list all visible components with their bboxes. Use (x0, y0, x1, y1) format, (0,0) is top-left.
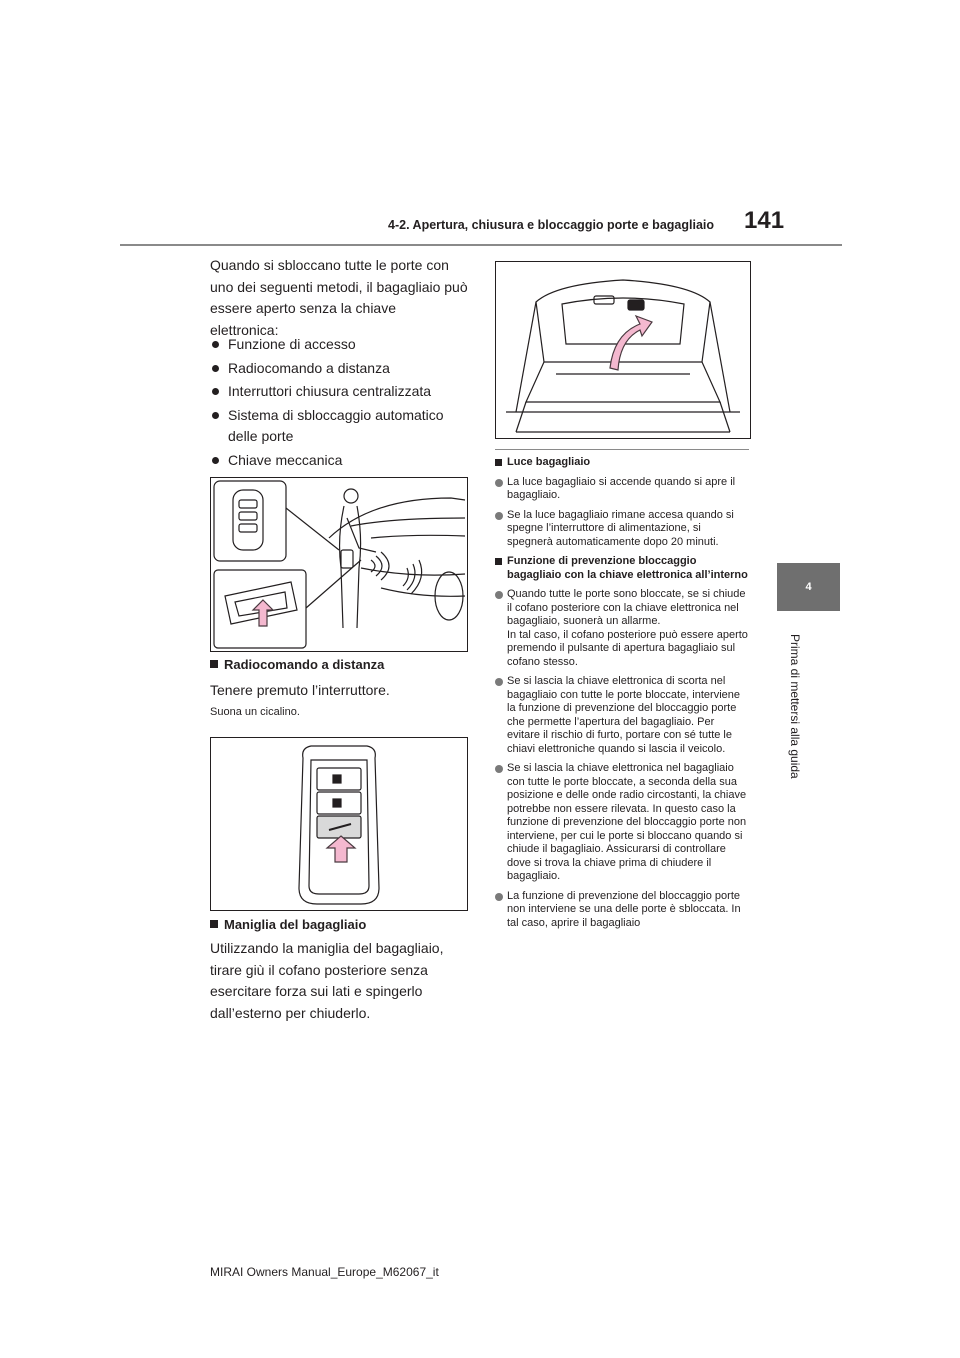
lock-prevention-heading: Funzione di prevenzione bloccaggio bagagliaio con la chiave elettronica all’interno (495, 555, 749, 582)
up-arrow-icon (327, 836, 355, 862)
list-item: Funzione di accesso (210, 334, 468, 356)
section-title: 4-2. Apertura, chiusura e bloccaggio porte e bagagliaio (388, 218, 715, 232)
list-item: Se si lascia la chiave elettronica di scorta nel bagagliaio con tutte le porte bloccate, interviene la funzione di prevenzione del bloccaggio porte che permette l’apertura del bagagliaio. Per evitare il rischio di furto, portare con sé tutte le chiavi elettroniche quando si lascia il veicolo. (495, 675, 749, 756)
unlock-methods-list (210, 334, 468, 473)
list-item: Quando tutte le porte sono bloccate, se si chiude il cofano posteriore con la chiave elettronica nel bagagliaio, suonerà un allarme. In tal caso, il cofano posteriore può essere aperto premendo il pulsante di apertura bagagliaio sul cofano stesso. (495, 588, 749, 669)
radio-remote-text: Tenere premuto l’interruttore. (210, 682, 390, 698)
list-item: Chiave meccanica (210, 450, 468, 472)
radio-remote-heading-label: Radiocomando a distanza (224, 657, 385, 672)
list-item: Se si lascia la chiave elettronica nel bagagliaio con tutte le porte bloccate, a seconda della sua posizione e delle onde radio circostanti, la chiave potrebbe non essere rilevata. In questo caso la funzione di prevenzione del bloccaggio porte non interviene, per cui le porte si bloccano quando si chiude il bagagliaio. Assicurarsi di controllare dove si trova la chiave prima di chiudere il bagagliaio. (495, 762, 749, 884)
key-fob-illustration (210, 737, 468, 911)
list-item: Se la luce bagagliaio rimane accesa quando si spegne l’interruttore di alimentazione, si spegnerà automaticamente dopo 20 minuti. (495, 509, 749, 550)
trunk-handle-text: Utilizzando la maniglia del bagagliaio, tirare giù il cofano posteriore senza esercitare forza sui lati e spingerlo dall’esterno per chiuderlo. (210, 940, 444, 1021)
trunk-handle-heading (210, 917, 470, 932)
chapter-title: Prima di mettersi alla guida (788, 634, 802, 779)
trunk-light-heading: Luce bagagliaio (495, 456, 749, 470)
list-item: La luce bagagliaio si accende quando si apre il bagagliaio. (495, 476, 749, 503)
entry-function-illustration (210, 477, 468, 652)
notes-rule (495, 449, 749, 450)
page-number: 141 (744, 207, 785, 234)
list-item: Sistema di sbloccaggio automatico delle porte (210, 405, 468, 448)
radio-remote-note: Suona un cicalino. (210, 706, 300, 718)
radio-remote-heading (210, 657, 470, 672)
heading-marker-icon (210, 660, 218, 668)
open-trunk-illustration (495, 261, 751, 439)
curved-arrow-icon (610, 316, 652, 370)
heading-marker-icon (210, 920, 218, 928)
trunk-handle-heading-label: Maniglia del bagagliaio (224, 917, 367, 932)
list-item: La funzione di prevenzione del bloccaggio porte non interviene se una delle porte è sbloccata. In tal caso, aprire il bagagliaio (495, 890, 749, 931)
list-item: Interruttori chiusura centralizzata (210, 381, 468, 403)
intro-paragraph: Quando si sbloccano tutte le porte con uno dei seguenti metodi, il bagagliaio può essere aperto senza la chiave elettronica: (210, 257, 468, 338)
chapter-tab: 4 (777, 563, 840, 611)
notes-column (495, 449, 749, 936)
header-rule (120, 244, 842, 246)
list-item: Radiocomando a distanza (210, 358, 468, 380)
up-arrow-icon (253, 600, 273, 626)
manual-footer: MIRAI Owners Manual_Europe_M62067_it (210, 1265, 439, 1279)
